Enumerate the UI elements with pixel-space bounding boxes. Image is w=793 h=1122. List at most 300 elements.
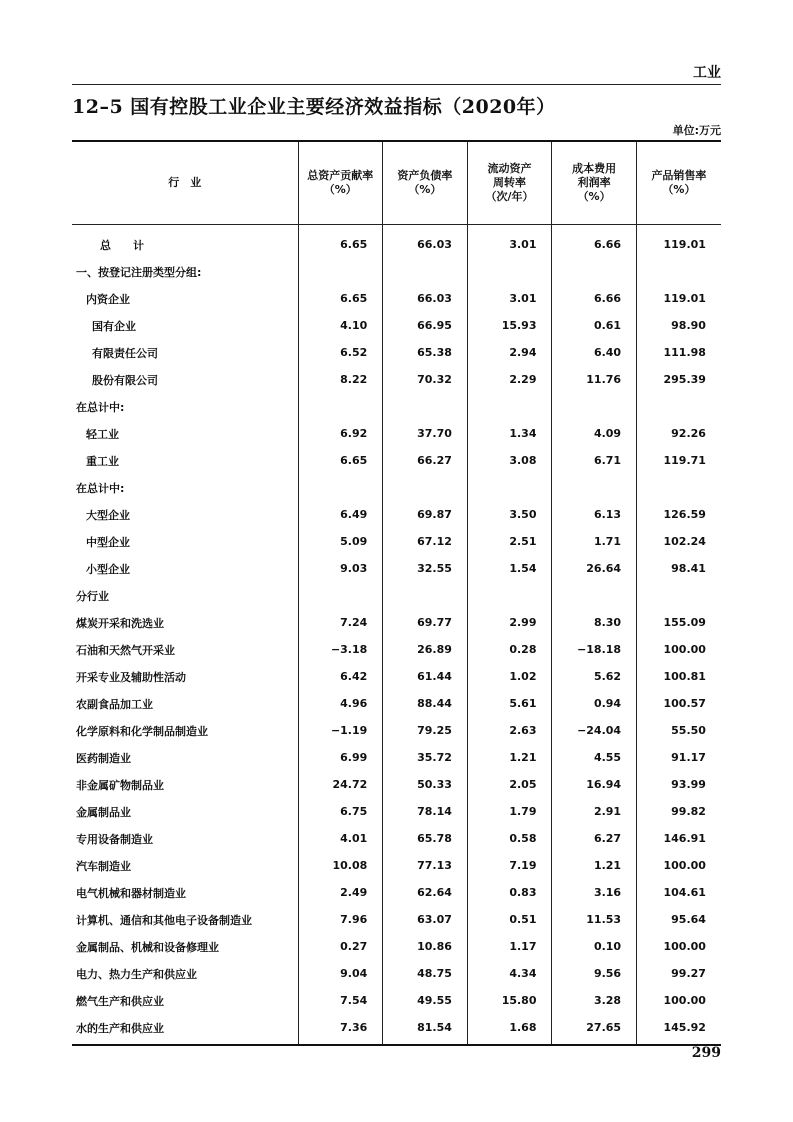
value-cell (467, 474, 552, 501)
cell-value: 111.98 (663, 346, 706, 359)
table-row (72, 393, 721, 420)
value-cell (383, 339, 468, 366)
table-row (72, 1014, 721, 1045)
value-cell (467, 960, 552, 987)
table-row (72, 225, 721, 259)
value-cell (636, 555, 721, 582)
cell-value: 6.66 (593, 238, 622, 251)
cell-value: 7.36 (340, 1021, 368, 1034)
row-label: 汽车制造业 (76, 859, 131, 873)
value-cell (467, 744, 552, 771)
cell-value: 6.13 (593, 508, 622, 521)
table-row (72, 447, 721, 474)
value-cell (636, 225, 721, 259)
value-cell (383, 906, 468, 933)
cell-value: 1.02 (509, 670, 537, 683)
value-cell (298, 474, 383, 501)
cell-value: 2.29 (509, 373, 537, 386)
cell-value: 98.41 (671, 562, 706, 575)
cell-value: 62.64 (417, 886, 452, 899)
cell-value: 66.95 (417, 319, 452, 332)
row-label: 有限责任公司 (92, 346, 158, 360)
value-cell (467, 225, 552, 259)
value-cell (467, 609, 552, 636)
cell-value: 3.50 (509, 508, 537, 521)
value-cell (298, 339, 383, 366)
value-cell (383, 960, 468, 987)
value-cell (383, 744, 468, 771)
cell-value: 3.08 (509, 454, 537, 467)
value-cell (383, 555, 468, 582)
cell-value: 2.63 (509, 724, 537, 737)
value-cell (552, 474, 637, 501)
table-row (72, 879, 721, 906)
value-cell (298, 528, 383, 555)
cell-value: 7.96 (340, 913, 368, 926)
value-cell (552, 582, 637, 609)
cell-value: 65.38 (417, 346, 452, 359)
value-cell (298, 987, 383, 1014)
cell-value: 0.61 (593, 319, 622, 332)
cell-value: 4.01 (340, 832, 368, 845)
value-cell (298, 825, 383, 852)
column-header-5 (636, 141, 721, 225)
page-title: 12–5 国有控股工业企业主要经济效益指标（2020年） (72, 96, 556, 118)
value-cell (636, 1014, 721, 1045)
value-cell (552, 690, 637, 717)
cell-value: 100.00 (663, 994, 706, 1007)
cell-value: 1.21 (593, 859, 622, 872)
cell-value: 99.27 (671, 967, 706, 980)
row-label: 分行业 (76, 589, 109, 603)
value-cell (636, 420, 721, 447)
cell-value: −24.04 (577, 724, 622, 737)
value-cell (383, 987, 468, 1014)
value-cell (298, 312, 383, 339)
cell-value: −3.18 (330, 643, 368, 656)
column-header-line: 总资产贡献率 (307, 169, 374, 182)
value-cell (552, 366, 637, 393)
value-cell (552, 447, 637, 474)
column-header-3 (467, 141, 552, 225)
row-label: 水的生产和供应业 (72, 1014, 298, 1045)
indicator-table (72, 140, 721, 1046)
cell-value: 61.44 (417, 670, 452, 683)
cell-value: 2.91 (593, 805, 622, 818)
value-cell (636, 636, 721, 663)
top-rule (72, 84, 721, 85)
cell-value: 32.55 (417, 562, 452, 575)
cell-value: 3.01 (509, 238, 537, 251)
cell-value: 15.93 (501, 319, 537, 332)
cell-value: 48.75 (417, 967, 452, 980)
value-cell (298, 501, 383, 528)
cell-value: 98.90 (671, 319, 706, 332)
cell-value: 1.34 (509, 427, 537, 440)
column-header-line: 成本费用 (572, 162, 617, 175)
value-cell (636, 960, 721, 987)
unit-label: 单位:万元 (672, 124, 721, 137)
value-cell (552, 528, 637, 555)
value-cell (552, 285, 637, 312)
row-label: 小型企业 (86, 562, 130, 576)
value-cell (467, 852, 552, 879)
cell-value: 81.54 (417, 1021, 452, 1034)
row-label: 金属制品、机械和设备修理业 (76, 940, 219, 954)
value-cell (552, 798, 637, 825)
row-label: 石油和天然气开采业 (76, 643, 175, 657)
cell-value: 100.00 (663, 940, 706, 953)
table-header (72, 141, 721, 225)
cell-value: 2.94 (509, 346, 537, 359)
cell-value: 1.71 (593, 535, 622, 548)
cell-value: 0.28 (509, 643, 537, 656)
cell-value: 0.58 (509, 832, 537, 845)
cell-value: 104.61 (663, 886, 706, 899)
cell-value: 0.83 (509, 886, 537, 899)
value-cell (467, 771, 552, 798)
value-cell (467, 501, 552, 528)
table-row (72, 636, 721, 663)
table-row (72, 582, 721, 609)
value-cell (552, 636, 637, 663)
value-cell (298, 960, 383, 987)
cell-value: 3.16 (593, 886, 622, 899)
table-row (72, 555, 721, 582)
value-cell (383, 474, 468, 501)
value-cell (467, 933, 552, 960)
cell-value: 10.08 (332, 859, 368, 872)
column-header-line: （次/年） (485, 190, 534, 203)
cell-value: −18.18 (577, 643, 622, 656)
cell-value: 93.99 (671, 778, 706, 791)
row-label: 电气机械和器材制造业 (76, 886, 186, 900)
table-row (72, 690, 721, 717)
cell-value: 3.28 (593, 994, 622, 1007)
cell-value: 1.17 (509, 940, 537, 953)
cell-value: 100.00 (663, 859, 706, 872)
table-row (72, 339, 721, 366)
cell-value: 0.27 (340, 940, 368, 953)
cell-value: 63.07 (417, 913, 452, 926)
cell-value: 126.59 (663, 508, 706, 521)
row-label: 煤炭开采和洗选业 (76, 616, 164, 630)
row-label: 中型企业 (86, 535, 130, 549)
cell-value: 1.54 (509, 562, 537, 575)
value-cell (552, 609, 637, 636)
table-row (72, 366, 721, 393)
value-cell (467, 285, 552, 312)
cell-value: 66.27 (417, 454, 452, 467)
value-cell (298, 852, 383, 879)
cell-value: 10.86 (417, 940, 452, 953)
value-cell (298, 717, 383, 744)
table-row (72, 258, 721, 285)
column-header-line: （%） (662, 183, 696, 196)
cell-value: 69.77 (417, 616, 452, 629)
value-cell (467, 906, 552, 933)
value-cell (298, 798, 383, 825)
value-cell (552, 339, 637, 366)
cell-value: 9.04 (340, 967, 368, 980)
cell-value: 66.03 (417, 238, 452, 251)
cell-value: 26.64 (586, 562, 622, 575)
value-cell (298, 366, 383, 393)
value-cell (552, 393, 637, 420)
cell-value: 4.09 (593, 427, 622, 440)
row-label: 金属制品业 (76, 805, 131, 819)
row-label: 计算机、通信和其他电子设备制造业 (76, 913, 252, 927)
cell-value: 6.66 (593, 292, 622, 305)
cell-value: 9.56 (593, 967, 622, 980)
cell-value: 2.99 (509, 616, 537, 629)
table-row (72, 717, 721, 744)
row-label: 燃气生产和供应业 (76, 994, 164, 1008)
value-cell (467, 690, 552, 717)
row-label: 开采专业及辅助性活动 (76, 670, 186, 684)
cell-value: 16.94 (586, 778, 622, 791)
value-cell (467, 528, 552, 555)
value-cell (298, 447, 383, 474)
value-cell (467, 987, 552, 1014)
value-cell (636, 987, 721, 1014)
column-header-industry (72, 141, 298, 225)
cell-value: 70.32 (417, 373, 452, 386)
cell-value: 8.22 (340, 373, 368, 386)
value-cell (298, 609, 383, 636)
value-cell (467, 663, 552, 690)
value-cell (467, 339, 552, 366)
cell-value: 99.82 (671, 805, 706, 818)
cell-value: 102.24 (663, 535, 706, 548)
table-row (72, 852, 721, 879)
value-cell (383, 690, 468, 717)
table-row (72, 744, 721, 771)
value-cell (636, 690, 721, 717)
cell-value: 119.01 (663, 238, 706, 251)
cell-value: 6.42 (340, 670, 368, 683)
value-cell (298, 225, 383, 259)
value-cell (298, 555, 383, 582)
cell-value: 6.75 (340, 805, 368, 818)
value-cell (552, 825, 637, 852)
cell-value: 155.09 (663, 616, 706, 629)
row-label: 农副食品加工业 (76, 697, 153, 711)
value-cell (298, 933, 383, 960)
value-cell (383, 258, 468, 285)
cell-value: 69.87 (417, 508, 452, 521)
value-cell (298, 393, 383, 420)
cell-value: 37.70 (417, 427, 452, 440)
cell-value: 2.05 (509, 778, 537, 791)
value-cell (636, 501, 721, 528)
cell-value: 9.03 (340, 562, 368, 575)
cell-value: 6.71 (593, 454, 622, 467)
cell-value: 6.99 (340, 751, 368, 764)
cell-value: 6.52 (340, 346, 368, 359)
value-cell (298, 258, 383, 285)
cell-value: 119.01 (663, 292, 706, 305)
column-header-2 (383, 141, 468, 225)
table-row (72, 825, 721, 852)
cell-value: 35.72 (417, 751, 452, 764)
row-label: 电力、热力生产和供应业 (76, 967, 197, 981)
table-row (72, 906, 721, 933)
row-label: 内资企业 (86, 292, 130, 306)
cell-value: 0.10 (593, 940, 622, 953)
value-cell (552, 906, 637, 933)
value-cell (383, 312, 468, 339)
cell-value: 4.34 (509, 967, 537, 980)
cell-value: 6.65 (340, 238, 368, 251)
value-cell (636, 798, 721, 825)
value-cell (636, 339, 721, 366)
column-header-4 (552, 141, 637, 225)
value-cell (636, 582, 721, 609)
value-cell (552, 420, 637, 447)
cell-value: 66.03 (417, 292, 452, 305)
row-label: 专用设备制造业 (76, 832, 153, 846)
value-cell (636, 258, 721, 285)
value-cell (636, 771, 721, 798)
value-cell (383, 798, 468, 825)
value-cell (636, 393, 721, 420)
cell-value: 7.54 (340, 994, 368, 1007)
value-cell (467, 879, 552, 906)
value-cell (298, 636, 383, 663)
row-label: 非金属矿物制品业 (76, 778, 164, 792)
page-number: 299 (691, 1045, 721, 1061)
value-cell (298, 582, 383, 609)
value-cell (298, 420, 383, 447)
value-cell (636, 906, 721, 933)
value-cell (636, 285, 721, 312)
value-cell (383, 771, 468, 798)
column-header-line: （%） (408, 183, 442, 196)
value-cell (552, 717, 637, 744)
value-cell (467, 798, 552, 825)
value-cell (383, 501, 468, 528)
value-cell (552, 987, 637, 1014)
cell-value: 27.65 (586, 1021, 622, 1034)
table-row (72, 987, 721, 1014)
table-row (72, 609, 721, 636)
value-cell (552, 258, 637, 285)
cell-value: 78.14 (417, 805, 452, 818)
cell-value: 11.53 (586, 913, 622, 926)
value-cell (383, 717, 468, 744)
value-cell (636, 933, 721, 960)
value-cell (636, 879, 721, 906)
value-cell (636, 825, 721, 852)
cell-value: 50.33 (417, 778, 452, 791)
value-cell (636, 474, 721, 501)
value-cell (467, 825, 552, 852)
value-cell (636, 366, 721, 393)
value-cell (298, 690, 383, 717)
value-cell (383, 420, 468, 447)
row-label: 一、按登记注册类型分组: (76, 265, 202, 279)
column-header-1 (298, 141, 383, 225)
table-row (72, 933, 721, 960)
value-cell (636, 609, 721, 636)
row-label: 国有企业 (92, 319, 136, 333)
cell-value: 95.64 (671, 913, 706, 926)
value-cell (383, 447, 468, 474)
value-cell (383, 879, 468, 906)
cell-value: 0.51 (509, 913, 537, 926)
value-cell (552, 852, 637, 879)
cell-value: 145.92 (663, 1021, 706, 1034)
value-cell (467, 717, 552, 744)
row-label: 总 计 (100, 238, 144, 252)
value-cell (552, 879, 637, 906)
value-cell (298, 906, 383, 933)
cell-value: 5.61 (509, 697, 537, 710)
cell-value: 6.49 (340, 508, 368, 521)
value-cell (467, 258, 552, 285)
cell-value: 91.17 (671, 751, 706, 764)
column-header-line: （%） (323, 183, 357, 196)
value-cell (552, 225, 637, 259)
value-cell (383, 852, 468, 879)
value-cell (636, 744, 721, 771)
cell-value: 65.78 (417, 832, 452, 845)
value-cell (298, 771, 383, 798)
cell-value: 5.62 (593, 670, 622, 683)
table-row (72, 501, 721, 528)
value-cell (383, 225, 468, 259)
cell-value: 79.25 (417, 724, 452, 737)
value-cell (636, 528, 721, 555)
cell-value: 7.24 (340, 616, 368, 629)
cell-value: 1.68 (509, 1021, 537, 1034)
value-cell (467, 393, 552, 420)
table-body (72, 225, 721, 1046)
value-cell (298, 1014, 383, 1045)
cell-value: 6.40 (593, 346, 622, 359)
value-cell (467, 555, 552, 582)
value-cell (383, 609, 468, 636)
value-cell (383, 933, 468, 960)
value-cell (383, 528, 468, 555)
cell-value: 92.26 (671, 427, 706, 440)
cell-value: 4.55 (593, 751, 622, 764)
value-cell (298, 744, 383, 771)
value-cell (467, 447, 552, 474)
cell-value: 100.81 (663, 670, 706, 683)
table-row (72, 312, 721, 339)
value-cell (552, 501, 637, 528)
cell-value: 1.79 (509, 805, 537, 818)
cell-value: 88.44 (417, 697, 452, 710)
value-cell (298, 663, 383, 690)
value-cell (636, 447, 721, 474)
cell-value: 11.76 (586, 373, 622, 386)
value-cell (383, 636, 468, 663)
value-cell (467, 1014, 552, 1045)
value-cell (383, 285, 468, 312)
cell-value: 1.21 (509, 751, 537, 764)
table-row (72, 663, 721, 690)
column-header-line: 利润率 (577, 176, 611, 189)
table-row (72, 474, 721, 501)
value-cell (552, 960, 637, 987)
value-cell (467, 312, 552, 339)
table-row (72, 798, 721, 825)
cell-value: 6.92 (340, 427, 368, 440)
cell-value: 8.30 (593, 616, 622, 629)
